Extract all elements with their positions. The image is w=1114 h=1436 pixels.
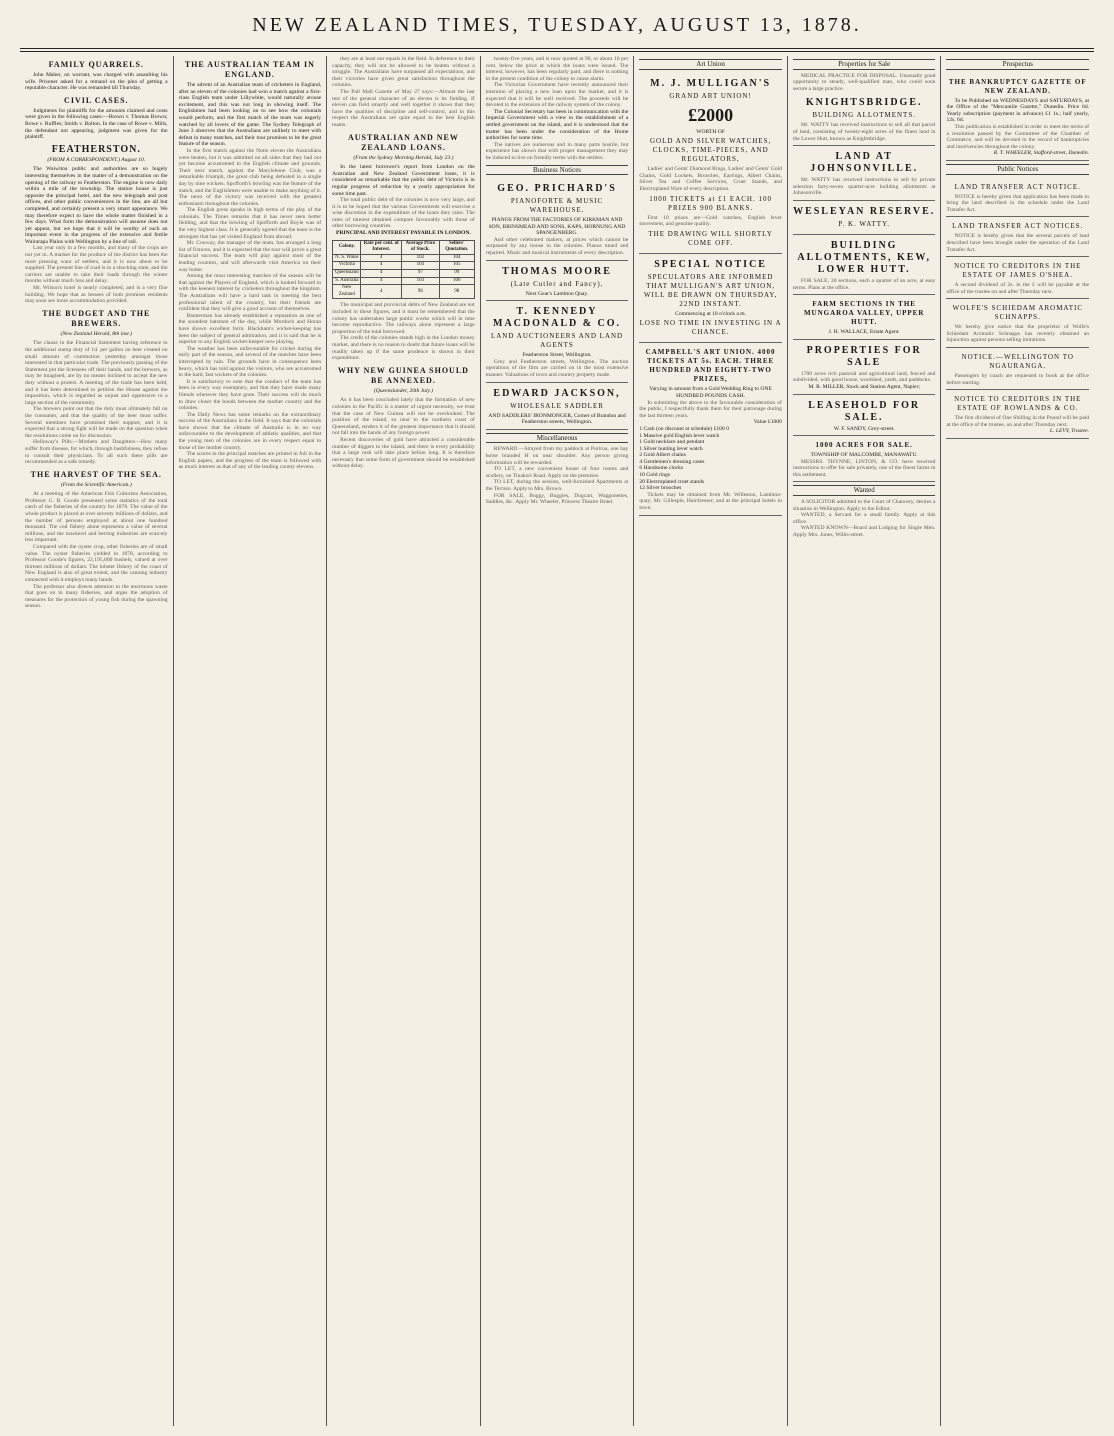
ad-prichard [486,178,629,261]
section-business-notices: Business Notices [486,165,629,176]
column-1 [20,56,173,1426]
article-body: The Colonial Secretary has been in communication with the Imperial Government with a view to the establishment of a settled government on the island, and it is understood that the matter has been under the consideration of the Home authorities for some time. [485,108,629,142]
ad-mungaroa [793,295,936,340]
prize-list [639,426,782,492]
table-cell: 4 [361,270,401,278]
text-filler: they are at least our equals in the field. In deference to their capacity, they will not be allowed to be beaten without a struggle. The Australians have surpassed all expectations, and their victories have given great satisfaction throughout the colonies. [332,56,475,89]
ad-leasehold [793,395,936,437]
ad-title: THE BANKRUPTCY GAZETTE OF NEW ZEALAND. [948,77,1087,95]
ad-title: T. KENNEDY MACDONALD & CO. [493,306,622,330]
list-item: 12 Silver brooches [639,485,682,492]
text-filler: Holloway's Pills.—Mothers and Daughters—How many suffer from disease, for which, through bashfulness, they refuse to consult their physicians. To all such these pills are recommended as a safe remedy. [25,439,168,466]
ad-johnsonville [793,146,936,201]
ad-caption: WHOLESALE SADDLER [510,401,604,410]
text-filler: The professor also directs attention to the enormous waste that goes on in many fisheries, and urges the adoption of measures for the protection of young fish during the spawning season. [25,583,168,610]
ad-knightsbridge [793,92,936,146]
ad-caption: GOLD AND SILVER WATCHES, CLOCKS, TIME-PIECES, AND REGULATORS, [649,137,772,164]
table-cell: 4 [361,262,401,270]
notice-title: LAND TRANSFER ACT NOTICE. [954,182,1081,191]
ad-title: THOMAS MOORE [502,265,612,277]
ad-title: LEASEHOLD FOR SALE. [808,399,921,423]
section-prospectus: Prospectus [946,59,1089,70]
ad-caption: CAMPBELL'S ART UNION. 4000 TICKETS AT 5s. EACH. THREE HUNDRED AND EIGHTY-TWO PRIZES, [645,348,776,384]
text-filler: Ladies' and Gents' Diamond Rings, Ladies' and Gents' Gold Chains, Gold Lockets, Brooches, Earrings, Albert Chains, Silver Tea and Coffee Services, Cruet Stands, and Electroplated Ware of every description. [639,166,782,192]
text-filler: NOTICE is hereby given that application has been made to bring the land described in the schedule under the Land Transfer Act. [946,193,1090,213]
text-filler: A second dividend of 2s. in the £ will be payable at the office of the trustee on and after Thursday next. [946,282,1090,295]
heading-featherston: FEATHERSTON. [51,143,141,155]
ad-text: Next Gear's Lambton Quay. [525,290,589,297]
table-row [333,262,475,270]
text-filler: REWARD.—Strayed from my paddock at Porirua, one bay horse branded H on near shoulder. Any person giving information will be rewarded. [485,446,629,466]
ad-caption: BUILDING ALLOTMENTS. [812,111,916,120]
notice [946,348,1089,390]
text-filler: TO LET, a new convenient house of four rooms and scullery, on Tinakori Road. Apply on the premises. [485,466,629,479]
masthead: NEW ZEALAND TIMES, TUESDAY, AUGUST 13, 1878. [252,14,862,36]
table-cell: 4 [361,285,401,299]
article-body: John Maher, on warrant, was charged with assaulting his wife. Prisoner asked for a remand on the plea of getting a reputable character. He was remanded till Thursday. [25,72,168,92]
table-cell: 105 [439,262,474,270]
ad-properties-for-sale [793,340,936,395]
text-filler: FOR SALE, 30 sections, each a quarter of an acre, at easy terms. Plans at the office. [792,277,936,291]
ad-text: AND SADDLERS' IRONMONGER, Corner of Brandon and Featherston streets, Wellington. [488,412,626,426]
ad-kew [793,235,936,295]
table-row [333,277,475,285]
table-cell: 98 [439,285,474,299]
text-filler: Mr. Wilson's hotel is nearly completed, and is a very fine building. We hope that as lessees of both premises residents may soon see more accommodation provided. [25,285,168,305]
subheading: (Queenslander, 20th July.) [373,387,433,394]
table-cell: 97 [401,270,439,278]
column-4 [480,56,634,1426]
text-filler: WANTED KNOWN—Board and Lodging for Single Men. Apply Mrs. Jones, Willis-street. [792,525,936,539]
heading-new-guinea: WHY NEW GUINEA SHOULD BE ANNEXED. [337,365,469,385]
text-filler: The weather has been unfavourable for cricket during the early part of the season, and several of the matches have been interrupted by rain. The grounds have in consequence been heavy, which has told against the visitors, who are accustomed to the hard, fast wickets of the colonies. [178,345,322,379]
table-header: Sellers' Quotation. [439,240,474,254]
ad-jackson [486,383,629,430]
subheading: (From the Sydney Morning Herald, July 23.) [353,154,454,161]
text-filler: In the first match against the Notts eleven the Australians were beaten, but it was admitted on all sides that they had not yet become accustomed to the English climate and grounds. Their next match, against the Marylebone Club, was a remarkable triumph, the great club being defeated in a single day by nine wickets. Spofforth's bowling was the feature of the match, and the Englishmen were unable to make anything of it. The news of the victory was received with the greatest enthusiasm throughout the colonies. [178,147,322,207]
subheading: (New Zealand Herald, 8th inst.) [60,330,133,337]
text-filler: The Victorian Government have recently announced their intention of placing a new loan upon the market, and it is expected that it will be well received. The proceeds will be devoted to the extension of the railway system of the colony. [485,82,629,109]
table-cell: 99 [439,270,474,278]
ad-caption: P. K. WATTY. [838,219,890,228]
ad-caption: SPECULATORS ARE INFORMED THAT MULLIGAN'S ART UNION, WILL BE DRAWN ON THURSDAY, 22ND INSTANT. [643,272,778,308]
ad-caption: GRAND ART UNION! [669,91,752,100]
list-item: 6 Handsome clocks [639,465,684,472]
text-filler: The Pall Mall Gazette of May 27 says:—Almost the last test of the general character of an eleven is its fielding. If eleven can field smartly and well together it shows that they have the qualities of discipline and self-control, and in this respect the Australians are quite equal to the best English teams. [332,88,475,128]
ad-text: Featherston Street, Wellington. [522,352,592,359]
ad-moore [486,261,629,302]
text-filler: We hereby give notice that the proprietor of Wolfe's Schiedam Aromatic Schnapps has recently obtained an injunction against persons selling imitations. [946,324,1090,344]
ad-mulligan [639,73,782,254]
text-filler: The brewers point out that the duty must ultimately fall on the consumer, and that the quality of the beer must suffer. Several members have promised their support, and it is expected that a strong fight will be made on the question when the resolutions come on for discussion. [25,406,168,439]
text-filler: Bannerman has already established a reputation as one of the soundest batsmen of the day, while Murdoch and Horan have shown excellent form. Blackham's wicket-keeping has been the subject of general admiration, and it is said that he is superior to any English wicket-keeper now playing. [178,312,322,346]
notice-title: NOTICE TO CREDITORS IN THE ESTATE OF ROWLANDS & CO. [954,395,1082,413]
list-item: 10 Gold rings [639,472,671,479]
section-wanted: Wanted [793,485,936,496]
table-title: PRINCIPAL AND INTEREST PAYABLE IN LONDON. [336,230,471,237]
columns [20,56,1094,1426]
text-filler: And other celebrated makers, at prices which cannot be surpassed by any house in the colonies. Pianos tuned and repaired. Music and musical instruments of every description. [485,236,629,257]
ad-special-notice [639,254,782,344]
ad-title: M. J. MULLIGAN'S [650,77,772,89]
article-body: In the latest borrower's report from London on the Australian and New Zealand Government loans, it is considered as remarkable that the public debt of Victoria is in regular progress of reduction by a yearly appropriation for some time past. [332,164,475,197]
text-filler: The English press speaks in high terms of the play of the colonials. The Times remarks that it has never seen better fielding, and that the bowling of Spofforth and Boyle was of the very highest class. It is generally agreed that the team is the strongest that has yet visited England from abroad. [178,207,322,240]
list-item: 1 Cash (on discount at schedule) £100 0 [639,425,729,432]
table-cell: 104 [439,254,474,262]
section-public-notices: Public Notices [946,164,1089,175]
text-filler: Compared with the oyster crop, other fisheries are of small value. The oyster fisheries yielded in 1878, according to Professor Goode's figures, 22,195,000 bushels, valued at over thirteen millions of dollars. The lobster fishery of the coast of New England is also of great extent, and the canning industry connected with it employs many hands. [25,544,168,583]
table-cell: Queensland [333,270,361,278]
ad-caption: LAND AUCTIONEERS AND LAND AGENTS [490,332,624,350]
text-filler: FOR SALE, Buggy, Buggies, Dogcart, Waggonettes, Saddles, &c. Apply Mr. Wheeler, Princess Theatre Hotel. [485,492,629,506]
table-cell: 106 [439,277,474,285]
text-filler: Tickets may be obtained from Mr. Willeston, Lambton-quay; Mr. Gillespie, Hairdresser; and at the principal hotels in town. [639,491,782,512]
text-filler: It is satisfactory to note that the conduct of the team has been in every way exemplary, and that they have made many friends wherever they have gone. Their success will do much to draw closer the bonds between the mother country and the colonies. [178,378,322,412]
ad-title: GEO. PRICHARD'S [497,183,617,195]
ad-title: BUILDING ALLOTMENTS, KEW, LOWER HUTT. [797,239,931,275]
table-cell: 4 [361,254,401,262]
subheading: (FROM A CORRESPONDENT.) August 10. [47,156,146,163]
table-row [333,254,475,262]
ad-title: EDWARD JACKSON, [493,387,621,399]
article-body: The Waiwitoa public and authorities are so hugely interesting themselves in the matter of a demonstration on the opening of the railway to Featherston. The engine is now daily within a mile of the township. The station house is just opposite the principal hotel, and the new telegraph and post offices, and other public conveniences in the line, are all but completed, and certainly present a very smart appearance. We may therefore expect to have the whole matter finished in a few days. What form the demonstration will assume does not yet appear, but we hope that it will be worthy of such an important event in the progress of the extensive and fertile Wairarapa Plains with Wellington by a line of rail. [25,166,168,245]
table-cell: 103 [401,262,439,270]
list-item: 1 Silver hunting lever watch [639,445,703,452]
text-filler: Mr. Conway, the manager of the team, has arranged a long list of fixtures, and it is expected that the tour will prove a great financial success. The team will play against most of the leading counties, and will afterwards visit America on their way home. [178,240,322,273]
text-filler: twenty-five years, and is now quoted at 90, or about 10 per cent. below the price at which the loans were issued. The interest, however, has been regularly paid, and there is nothing in the present condition of the colony to cause alarm. [485,56,629,82]
ad-text: WORTH OF [696,128,725,135]
ad-campbell [639,343,782,515]
heading-loans: AUSTRALIAN AND NEW ZEALAND LOANS. [347,132,459,152]
list-item: 1 Gold necklace and pendant [639,439,705,446]
table-cell: N. S. Wales [333,254,361,262]
text-filler: As it has been concluded lately that the formation of new colonies in the Pacific is a matter of urgent necessity, we trust that the case of New Guinea will not be overlooked. The position of the island, so near to the northern coast of Queensland, renders it of the greatest importance that it should not fall into the hands of any foreign power. [332,397,475,437]
text-filler: The credit of the colonies stands high in the London money market, and there is no reason to doubt that future loans will be readily taken up if the same prudence is shown in their expenditure. [332,335,475,362]
table-cell: 102 [401,254,439,262]
ad-text: Varying in amount from a Gold Wedding Ring to ONE HUNDRED POUNDS CASH. [649,386,772,399]
text-filler: NOTICE is hereby given that the several parcels of land described have been brought under the operation of the Land Transfer Act. [946,233,1090,253]
ad-caption: W. F. SANDY, Grey-street. [833,425,895,432]
text-filler: MESSRS. THYNNE, LINTON, & CO. have received instructions to offer for sale privately, one of the finest farms in this settlement. [792,458,936,478]
ad-malcombe [793,436,936,482]
table-cell: 103 [401,277,439,285]
ad-caption: J. H. WALLACE, Estate Agent. [828,329,900,336]
column-7 [940,56,1094,1426]
ad-title: WESLEYAN RESERVE. [793,205,936,217]
column-6 [787,56,941,1426]
text-filler: 1700 acres rich pastoral and agricultural land, fenced and subdivided, with good house, woolshed, yards, and paddocks. [792,370,936,384]
list-item: 4 Gentlemen's dressing cases [639,458,705,465]
list-item: 2 Gold Albert chains [639,452,686,459]
ad-wesleyan [793,201,936,235]
text-filler: The first dividend of One Shilling in the Pound will be paid at the office of the trustee, on and after Thursday next. [946,415,1090,428]
text-filler: The municipal and provincial debts of New Zealand are not included in these figures, and it must be remembered that the colony has undertaken large public works which will in time become reproductive. The railways alone represent a large proportion of the total borrowed. [332,302,475,335]
article-body: Judgments for plaintiffs for the amounts claimed and costs were given in the following cases:—Brown v. Thomas Brown; Rowe v. Ruffles; Smith v. Bolton. In the case of Rowe v. Mills, the defendant not appearing, judgment was given for the plaintiff. [25,107,168,141]
ad-text: Commencing at 10 o'clock a.m. [675,310,747,317]
notice-title: NOTICE.—WELLINGTON TO NGAURANGA. [961,353,1074,371]
list-item: 20 Electroplated cruet stands [639,478,705,485]
section-properties: Properties for Sale [793,59,936,70]
ad-title: SPECIAL NOTICE [654,258,767,270]
table-row [333,285,475,299]
table-cell: S. Australia [333,277,361,285]
signature: R. T. WHEELER, Stafford-street, Dunedin. [993,150,1090,157]
text-filler: The natives are numerous and in many parts hostile, but experience has shown that with proper management they may be induced to live on friendly terms with the settlers. [485,141,629,161]
notice [946,299,1089,348]
table-header: Colony. [333,240,361,254]
text-filler: A SOLICITOR admitted to the Court of Chancery, desires a situation in Wellington. Apply to the Editor. [792,499,936,512]
table-row [333,270,475,278]
ad-title: PROPERTIES FOR SALE [806,344,922,368]
notice [946,178,1089,218]
text-filler: The total public debt of the colonies is now very large, and it is to be hoped that the various Governments will exercise a wise discretion in the expenditure of the loans they raise. The rates of interest obtained compare favourably with those of other borrowing countries. [332,197,475,230]
notice [946,390,1089,439]
subheading: (From the Scientific American.) [60,481,132,488]
masthead-rule [20,48,1094,49]
text-filler: The scores in the principal matches are printed in full in the English papers, and the progress of the team is followed with as much interest as that of any of the leading county elevens. [178,451,322,471]
text-filler: The clause in the Financial Statement having reference to the additional stamp duty of 1d. per gallon on beer created no small amount of commotion yesterday amongst those interested in that particular trade. The previously passing of the Statement put the licensees off their hands, and the brewers, as may be imagined, are by no means inclined to accept the new duty without a protest. A meeting of the trade has been held, and it has been determined to petition the House against the imposition, which is regarded as unjust and oppressive to a large section of the community. [25,340,168,406]
ad-title: FARM SECTIONS IN THE MUNGAROA VALLEY, UPPER HUTT. [803,300,925,327]
ad-title: 1000 ACRES FOR SALE. [815,441,913,450]
text-filler: Mr. WATTY has received instructions to sell all that parcel of land, consisting of twenty-eight acres of the finest land in the Lower Hutt, known as Knightsbridge. [792,122,936,142]
table-header: Rate per cent. of Interest. [361,240,401,254]
table-cell: 4 [361,277,401,285]
heading-harvest-sea: THE HARVEST OF THE SEA. [30,469,162,479]
notice [946,217,1089,257]
text-filler: MEDICAL PRACTICE FOR DISPOSAL. Unusually good opportunity to steady, well-qualified man, who could soon secure a large practice. [792,72,936,92]
text-filler: Mr. WATTY has received instructions to sell by private selection forty-seven quarter-acre building allotments at Johnsonville. [792,177,936,197]
loans-table [332,240,475,300]
ad-caption: 1000 TICKETS at £1 EACH. 100 PRIZES 900 BLANKS. [649,194,772,212]
ad-amount: £2000 [688,104,734,125]
text-filler: Passengers by coach are requested to book at the office before starting. [946,373,1090,386]
ad-caption: (Late Cutler and Fancy), [510,279,604,288]
table-cell: New Zealand [333,285,361,299]
list-item: 1 Massive gold English lever watch [639,432,720,439]
text-filler: The Daily News has some remarks on the extraordinary success of the Australians in the field. It says that the colonials have shown that the climate of Australia is in no way unfavourable to the development of athletic qualities, and that the young men of the colonies are in every respect equal to those of the mother country. [178,411,322,451]
ad-title: LAND AT JOHNSONVILLE. [810,151,919,175]
text-filler: WANTED, a Servant for a small family. Apply at this office. [792,512,936,525]
ad-bankruptcy-gazette [946,73,1089,161]
article-body: The advent of an Australian team of cricketers in England, after an eleven of the colonies had won a match against a first-class English team under Lillywhite, would naturally arouse excitement, and this was not long in showing itself. The Englishmen had been looking on to see how the colonials would perform, and the first match of the team was eagerly watched by all lovers of the game. The Sydney Telegraph of June 3 observes that the Australians are unlikely to meet with defeat in many matches, and their tour promises to be the great feature of the season. [178,82,322,148]
text-filler: First 10 prizes are—Gold watches, English lever movement, and genuine quality. [639,214,782,228]
heading-family-quarrels: FAMILY QUARRELS. [48,60,144,69]
notice-title: LAND TRANSFER ACT NOTICES. [952,222,1084,231]
text-filler: Grey and Featherston streets, Wellington. The auction operations of the firm are carried on in the most extensive manner. Valuations of town and country property made. [485,358,629,379]
heading-australian-team: THE AUSTRALIAN TEAM IN ENGLAND. [184,60,315,79]
signature: L. LEVY, Trustee. [1049,428,1090,435]
column-5 [633,56,787,1426]
text-filler: Last year only in a few months, and many of the crops are not yet in. A market for the produce of the district has been the most pressing want of settlers, and it is now about to be supplied. The present line of road is in a shocking state, and the carriers are unable to take their loads through the winter months without much loss and delay. [25,245,168,285]
ad-caption: TOWNSHIP OF MALCOMBE, MANAWATU. [810,452,918,459]
text-filler: At a meeting of the American Fish Culturists Association, Professor G. B. Goode presented some statistics of the total catch of the fisheries of the country for 1878. The value of the whole product is placed at over seventy millions of dollars, and the number of persons employed at about one hundred thousand. The cod fishery alone represents a value of several millions, and the mackerel and herring industries are scarcely less important. [25,491,168,544]
table-header: Average Price of Stock. [401,240,439,254]
ad-value: Value £1000 [753,419,782,426]
text-filler: In submitting the above to the favourable consideration of the public, I respectfully thank them for their patronage during the last thirteen years. [639,399,782,419]
ad-text: PIANOS FROM THE FACTORIES OF KIRKMAN AND SON, BRINSMEAD AND SONS, KAPS, HORNUNG AND SPANGENBERG. [488,217,626,237]
text-filler: This publication is established in order to meet the terms of a resolution passed by the Committee of the Chamber of Commerce, and will be devoted to the record of bankruptcies and insolvencies throughout the colony. [946,123,1090,150]
ad-caption: M. R. MILLER, Stock and Station Agent, Napier; [808,383,921,390]
ad-caption: LOSE NO TIME IN INVESTING IN A CHANCE. [639,319,782,337]
table-cell: 96 [401,285,439,299]
section-art-union: Art Union [639,59,782,70]
ad-title: KNIGHTSBRIDGE. [805,97,923,109]
text-filler: Among the most interesting matches of the season will be that against the Players of England, which is looked forward to with the keenest interest by cricketers throughout the kingdom. The Australians will have a hard task in meeting the best professional talent of the country, but their friends are confident that they will give a good account of themselves. [178,273,322,313]
ad-caption: PIANOFORTE & MUSIC WAREHOUSE. [510,197,604,215]
section-miscellaneous: Miscellaneous [486,433,629,444]
column-2 [173,56,327,1426]
table-cell: Victoria [333,262,361,270]
table-header-row [333,240,475,254]
notice [946,257,1089,299]
heading-civil-cases: CIVIL CASES. [64,95,129,105]
notice-title: WOLFE'S SCHIEDAM AROMATIC SCHNAPPS. [952,304,1083,322]
ad-macdonald [486,301,629,382]
column-3 [326,56,480,1426]
heading-budget-brewers: THE BUDGET AND THE BREWERS. [42,308,151,328]
notice-title: NOTICE TO CREDITORS IN THE ESTATE OF JAMES O'SHEA. [954,262,1082,280]
masthead-rule-double [20,51,1094,52]
text-filler: Recent discoveries of gold have attracted a considerable number of diggers to the island, and there is every probability that a large rush will take place before long. It is therefore necessary that some form of government should be established without delay. [332,436,475,470]
ad-caption: THE DRAWING WILL SHORTLY COME OFF. [648,229,773,247]
ad-text: To be Published on WEDNESDAYS and SATURDAYS, at the Office of the "Mercantile Gazette," Dunedin. Price 6d. Yearly subscription (payment in advance) £1 1s.; half yearly, 12s. 6d. [946,97,1090,124]
text-filler: TO LET, during the session, well-furnished Apartments at the Terrace. Apply to Mrs. Brown. [485,479,629,492]
